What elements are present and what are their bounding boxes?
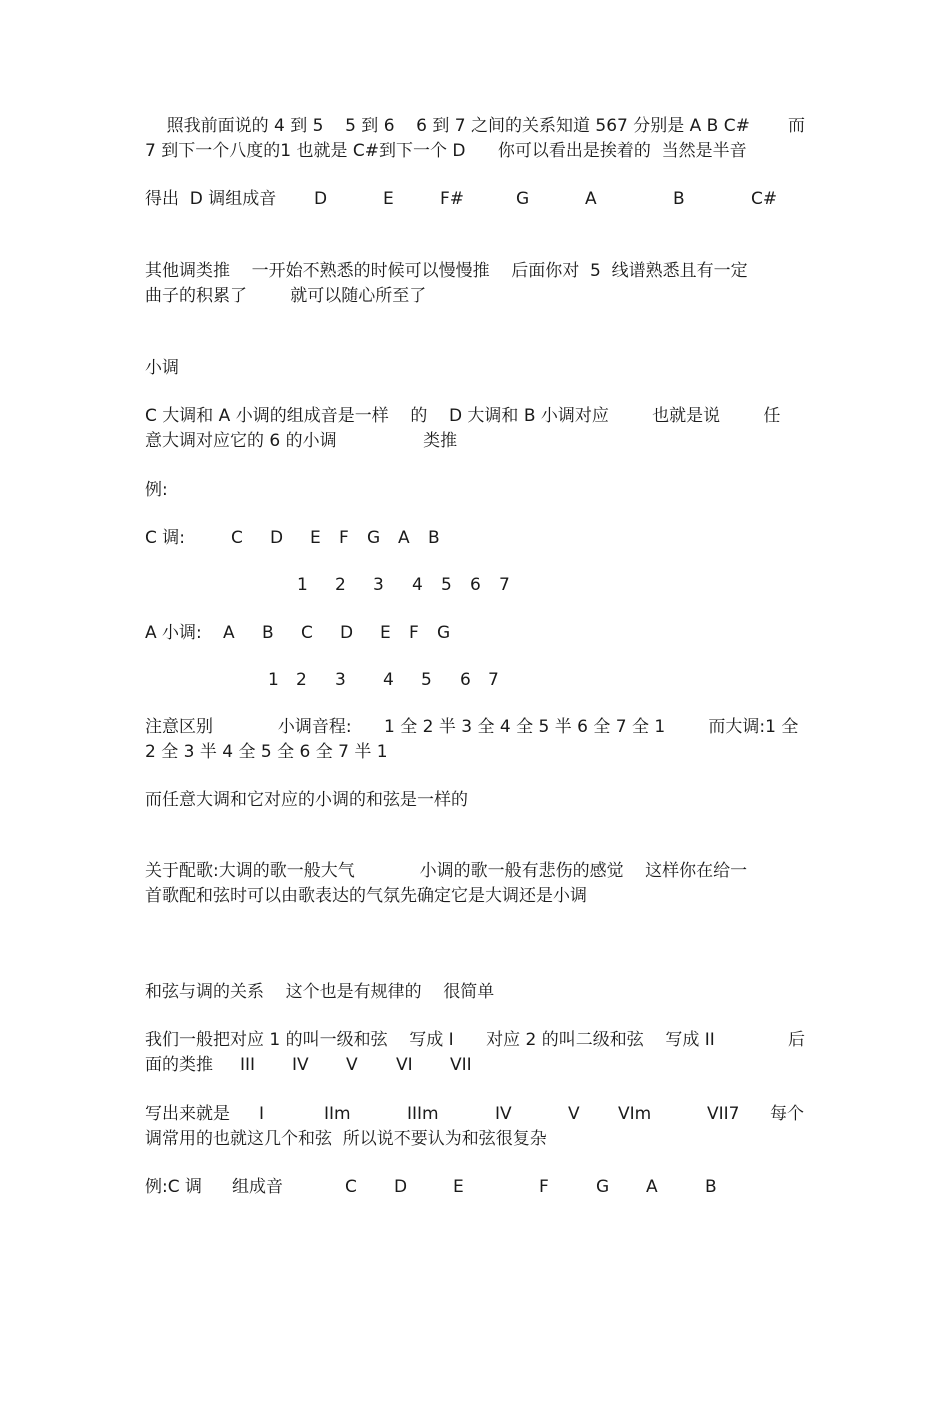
- d-scale-label: 得出 D 调组成音: [145, 189, 277, 209]
- c-major-note: F: [339, 528, 349, 548]
- chord-symbol: IIIm: [407, 1104, 439, 1124]
- minor-key-heading: 小调: [145, 358, 179, 378]
- c-example-note: G: [596, 1177, 610, 1197]
- chord-symbol: I: [259, 1104, 265, 1124]
- c-major-note: G: [367, 528, 381, 548]
- c-example-note: E: [453, 1177, 464, 1197]
- paragraph1-line2: 7 到下一个八度的1 也就是 C#到下一个 D 你可以看出是挨着的 当然是半音: [145, 141, 747, 161]
- c-major-note: B: [428, 528, 440, 548]
- paragraph2-line1: 其他调类推 一开始不熟悉的时候可以慢慢推 后面你对 5 线谱熟悉且有一定: [145, 261, 748, 281]
- c-major-label: C 调:: [145, 528, 186, 548]
- c-major-degree: 3: [373, 575, 384, 595]
- roman-numeral: III: [240, 1055, 256, 1075]
- d-scale-row: [0, 188, 950, 210]
- a-minor-degree: 7: [488, 670, 499, 690]
- c-major-row: [0, 527, 950, 549]
- c-major-degree: 1: [297, 575, 308, 595]
- c-major-degree: 6: [470, 575, 481, 595]
- intervals-line1: 注意区别 小调音程: 1 全 2 半 3 全 4 全 5 半 6 全 7 全 1 而大调:1 全: [145, 717, 799, 737]
- d-scale-note: D: [314, 189, 328, 209]
- c-example-note: A: [646, 1177, 658, 1197]
- chord-symbol: V: [568, 1104, 580, 1124]
- chord-same-statement: 而任意大调和它对应的小调的和弦是一样的: [145, 790, 468, 810]
- paragraph3-line1: C 大调和 A 小调的组成音是一样 的 D 大调和 B 小调对应 也就是说 任: [145, 406, 781, 426]
- written-out-line1-end: 每个: [770, 1104, 804, 1124]
- a-minor-note: D: [340, 623, 354, 643]
- roman-numeral: V: [346, 1055, 358, 1075]
- a-minor-note: B: [262, 623, 274, 643]
- a-minor-note: E: [380, 623, 391, 643]
- d-scale-note: C#: [751, 189, 778, 209]
- paragraph1-line1: 照我前面说的 4 到 5 5 到 6 6 到 7 之间的关系知道 567 分别是 A B C#: [145, 116, 750, 136]
- roman-numeral: VII: [450, 1055, 472, 1075]
- written-out-label: 写出来就是: [145, 1104, 230, 1124]
- c-example-label: 例:C 调: [145, 1177, 203, 1197]
- c-example-note: F: [539, 1177, 549, 1197]
- d-scale-note: B: [673, 189, 685, 209]
- c-major-note: A: [398, 528, 410, 548]
- c-example-note: D: [394, 1177, 408, 1197]
- example-label: 例:: [145, 480, 168, 500]
- c-example-sublabel: 组成音: [232, 1177, 283, 1197]
- a-minor-note: C: [301, 623, 313, 643]
- a-minor-degree: 4: [383, 670, 394, 690]
- paragraph2-line2: 曲子的积累了 就可以随心所至了: [145, 286, 427, 306]
- song-matching-line2: 首歌配和弦时可以由歌表达的气氛先确定它是大调还是小调: [145, 886, 587, 906]
- a-minor-note: F: [409, 623, 419, 643]
- c-major-note: C: [231, 528, 243, 548]
- a-minor-note: G: [437, 623, 451, 643]
- c-example-note: B: [705, 1177, 717, 1197]
- intervals-line2: 2 全 3 半 4 全 5 全 6 全 7 半 1: [145, 742, 388, 762]
- d-scale-note: A: [585, 189, 597, 209]
- c-example-row: [0, 1176, 950, 1198]
- d-scale-note: G: [516, 189, 530, 209]
- a-minor-degree: 3: [335, 670, 346, 690]
- c-major-degree: 7: [499, 575, 510, 595]
- chord-degrees-line2: [0, 1054, 950, 1076]
- d-scale-note: F#: [440, 189, 465, 209]
- a-minor-degree: 6: [460, 670, 471, 690]
- a-minor-degrees-row: [0, 669, 950, 691]
- c-example-note: C: [345, 1177, 357, 1197]
- paragraph3-line2: 意大调对应它的 6 的小调 类推: [145, 431, 458, 451]
- a-minor-degree: 1: [268, 670, 279, 690]
- chord-key-relation-heading: 和弦与调的关系 这个也是有规律的 很简单: [145, 982, 495, 1002]
- c-major-degree: 5: [441, 575, 452, 595]
- written-out-line1: [0, 1103, 950, 1125]
- a-minor-degree: 5: [421, 670, 432, 690]
- paragraph1-line1-end: 而: [788, 116, 805, 136]
- c-major-degrees-row: [0, 574, 950, 596]
- chord-degrees-line1: 我们一般把对应 1 的叫一级和弦 写成 I 对应 2 的叫二级和弦 写成 II: [145, 1030, 715, 1050]
- c-major-degree: 2: [335, 575, 346, 595]
- d-scale-note: E: [383, 189, 394, 209]
- chord-symbol: VIm: [618, 1104, 652, 1124]
- chord-symbol: VII7: [707, 1104, 740, 1124]
- roman-numeral: VI: [396, 1055, 413, 1075]
- chord-degrees-line1-end: 后: [788, 1030, 805, 1050]
- a-minor-label: A 小调:: [145, 623, 202, 643]
- roman-numeral: IV: [292, 1055, 309, 1075]
- song-matching-line1: 关于配歌:大调的歌一般大气 小调的歌一般有悲伤的感觉 这样你在给一: [145, 861, 748, 881]
- chord-symbol: IIm: [324, 1104, 351, 1124]
- written-out-line2: 调常用的也就这几个和弦 所以说不要认为和弦很复杂: [145, 1129, 547, 1149]
- chord-symbol: IV: [495, 1104, 512, 1124]
- c-major-note: D: [270, 528, 284, 548]
- chord-degrees-line2-label: 面的类推: [145, 1055, 213, 1075]
- a-minor-degree: 2: [296, 670, 307, 690]
- c-major-note: E: [310, 528, 321, 548]
- c-major-degree: 4: [412, 575, 423, 595]
- a-minor-note: A: [223, 623, 235, 643]
- a-minor-row: [0, 622, 950, 644]
